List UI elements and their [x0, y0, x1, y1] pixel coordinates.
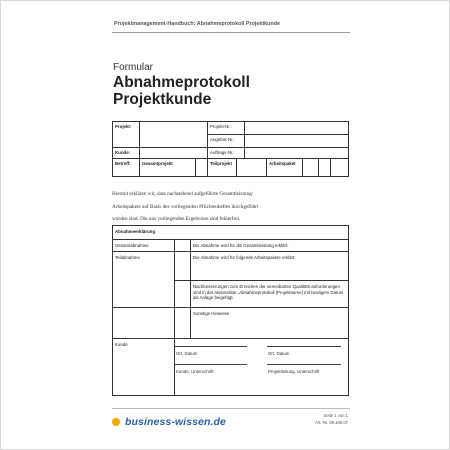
ort-datum-line-1	[175, 346, 247, 347]
nachbesserungen-text: Nachbesserungen zum Erreichen der vereinbarten Qualitäts-anforderungen sind in der Aktionsliste „Abnahmeprotokoll [Projektname] mit heutigem Datum als Anlage beigefügt.	[191, 281, 349, 308]
business-wissen-logo	[112, 415, 226, 429]
page-info	[315, 412, 348, 426]
arbeitspaket-label: Arbeitspaket	[267, 159, 303, 177]
teilprojekt-label: Teilprojekt	[208, 159, 237, 177]
kunde-signature-label: Kunde	[113, 339, 175, 396]
title-line-1: Abnahmeprotokoll	[113, 74, 250, 91]
intro-paragraph	[112, 188, 352, 226]
projekt-value-field[interactable]	[140, 122, 208, 148]
projekt-nr-field[interactable]	[245, 122, 349, 135]
document-title	[113, 75, 250, 108]
teilabnahme-text: Die Abnahme wird für folgende Arbeitspakete erklärt:	[191, 252, 349, 281]
teilabnahme-label: Teilabnahme	[113, 252, 175, 308]
teilprojekt-checkbox[interactable]	[237, 159, 267, 177]
signature-area[interactable]	[175, 339, 349, 396]
gesamtabnahme-label: Gesamtabnahme	[113, 240, 175, 252]
gesamtprojekt-label: Gesamtprojekt	[140, 159, 196, 177]
nachbesserungen-checkbox[interactable]	[175, 281, 191, 308]
logo-dot-icon	[112, 418, 120, 426]
kunde-signature-line	[175, 364, 247, 365]
hinweise-text: Sonstige Hinweise	[191, 308, 349, 339]
auftrags-nr-field[interactable]	[245, 148, 349, 159]
logo-text: business-wissen.de	[125, 416, 227, 428]
kunde-unterschrift-label: Kunde, Unterschrift	[176, 369, 214, 374]
title-line-2: Projektkunde	[113, 90, 212, 108]
acceptance-heading: Abnahmeerklärung	[113, 226, 349, 240]
intro-line-3: worden sind. Die uns vorliegenden Ergebnisse sind fehlerfrei.	[112, 216, 241, 223]
gesamtabnahme-checkbox[interactable]	[175, 240, 191, 252]
teilabnahme-checkbox[interactable]	[175, 252, 191, 281]
ort-datum-label-1: Ort, Datum	[176, 351, 198, 356]
auftrags-nr-label: Auftrags-Nr.:	[208, 148, 245, 159]
ort-datum-label-2: Ort, Datum	[268, 351, 290, 356]
page-number: Seite 1 von 1	[323, 413, 348, 418]
hinweise-checkbox[interactable]	[175, 308, 191, 339]
hinweise-empty-cell	[113, 308, 175, 339]
projektleitung-signature-line	[267, 364, 341, 365]
document-header: Projektmanagement-Handbuch: Abnahmeprotokoll Projektkunde	[114, 21, 281, 27]
gesamtabnahme-text: Die Abnahme wird für die Gesamtleistung erklärt.	[191, 240, 349, 252]
project-info-table	[112, 121, 349, 177]
projekt-nr-label: Projekt-Nr.:	[208, 122, 245, 135]
document-subtitle: Formular	[113, 62, 154, 73]
angebot-nr-label: Angebot-Nr.:	[208, 135, 245, 148]
intro-line-2: Arbeitspakete auf Basis des vorliegenden Pflichtenheftes durchgeführt	[112, 203, 259, 210]
arbeitspaket-field-a[interactable]	[319, 159, 331, 177]
betreff-label: Betreff:	[113, 159, 140, 177]
article-number: Art.-Nr. 99.100.07	[314, 420, 348, 425]
arbeitspaket-checkbox[interactable]	[303, 159, 319, 177]
arbeitspaket-field-b[interactable]	[331, 159, 349, 177]
footer-divider	[112, 408, 350, 409]
projekt-label: Projekt:	[113, 122, 140, 148]
intro-line-1: Hiermit erklären wir, dass nachstehend aufgeführte Gesamtleistung/	[112, 191, 254, 197]
projektleitung-unterschrift-label: Projektleitung, Unterschrift	[268, 369, 320, 374]
header-divider	[112, 32, 350, 33]
ort-datum-line-2	[267, 346, 341, 347]
angebot-nr-field[interactable]	[245, 135, 349, 148]
kunde-field[interactable]	[140, 148, 208, 159]
kunde-label: Kunde:	[113, 148, 140, 159]
gesamtprojekt-checkbox[interactable]	[196, 159, 208, 177]
